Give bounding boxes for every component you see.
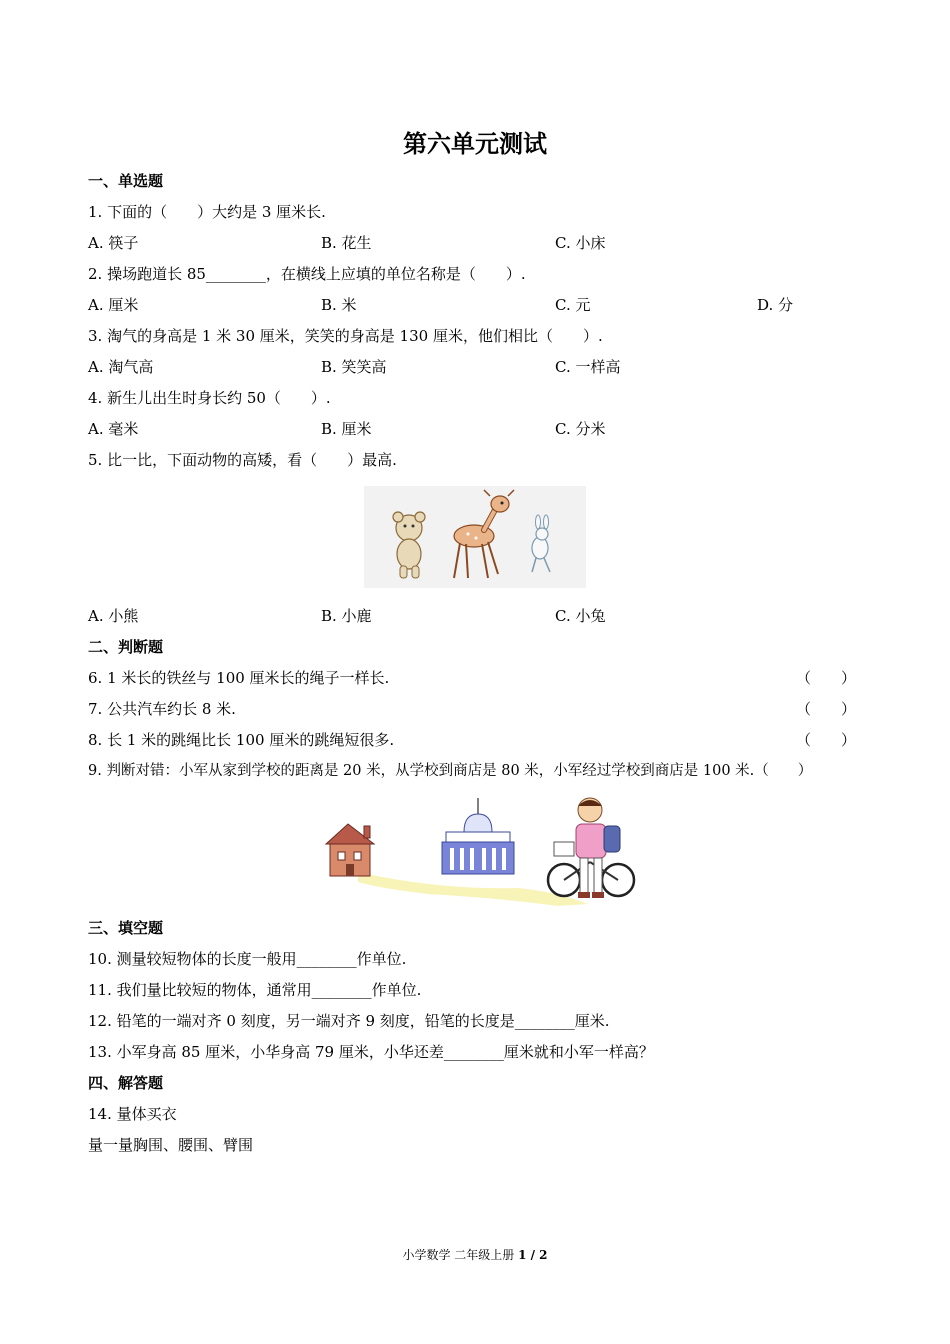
question-13: 13. 小军身高 85 厘米，小华身高 79 厘米，小华还差________厘米就和小军一样高？ <box>88 1043 654 1061</box>
section-heading-single-choice: 一、单选题 <box>88 172 164 190</box>
question-9: 9. 判断对错：小军从家到学校的距离是 20 米，从学校到商店是 80 米，小军经过学校到商店是 100 米.（ ） <box>88 763 813 779</box>
question-14: 14. 量体买衣 <box>88 1105 177 1123</box>
question-14-subtext: 量一量胸围、腰围、臂围 <box>88 1136 254 1154</box>
q4-option-a: A. 毫米 <box>88 420 139 438</box>
q3-option-a: A. 淘气高 <box>88 358 154 376</box>
question-3: 3. 淘气的身高是 1 米 30 厘米，笑笑的身高是 130 厘米，他们相比（ ）. <box>88 327 603 345</box>
q1-option-a: A. 筷子 <box>88 234 139 252</box>
q1-option-b: B. 花生 <box>321 234 372 252</box>
page-number: 1 / 2 <box>518 1248 548 1262</box>
question-6: 6. 1 米长的铁丝与 100 厘米长的绳子一样长. <box>88 669 390 687</box>
q3-option-c: C. 一样高 <box>555 358 621 376</box>
q4-option-c: C. 分米 <box>555 420 606 438</box>
q3-option-b: B. 笑笑高 <box>321 358 387 376</box>
page-title: 第六单元测试 <box>403 130 547 158</box>
deer-illustration <box>454 490 514 578</box>
footer-text: 小学数学 二年级上册 <box>402 1248 519 1262</box>
q8-answer-blank: （ ） <box>796 731 857 749</box>
rabbit-illustration <box>532 515 550 572</box>
school-illustration <box>442 798 514 874</box>
question-10: 10. 测量较短物体的长度一般用________作单位. <box>88 950 407 968</box>
section-heading-true-false: 二、判断题 <box>88 638 164 656</box>
route-figure <box>318 792 638 910</box>
q2-option-a: A. 厘米 <box>88 296 139 314</box>
animals-illustration <box>364 486 586 588</box>
house-illustration <box>326 824 374 876</box>
q2-option-c: C. 元 <box>555 296 591 314</box>
question-7: 7. 公共汽车约长 8 米. <box>88 700 236 718</box>
bear-illustration <box>393 512 425 578</box>
question-1: 1. 下面的（ ）大约是 3 厘米长. <box>88 203 326 221</box>
route-illustration <box>318 792 638 910</box>
q5-option-b: B. 小鹿 <box>321 607 372 625</box>
section-heading-answer: 四、解答题 <box>88 1074 164 1092</box>
q7-answer-blank: （ ） <box>796 700 857 718</box>
section-heading-fill-blank: 三、填空题 <box>88 919 164 937</box>
question-8: 8. 长 1 米的跳绳比长 100 厘米的跳绳短很多. <box>88 731 395 749</box>
q5-option-c: C. 小兔 <box>555 607 606 625</box>
question-4: 4. 新生儿出生时身长约 50（ ）. <box>88 389 331 407</box>
q4-option-b: B. 厘米 <box>321 420 372 438</box>
question-5: 5. 比一比，下面动物的高矮，看（ ）最高. <box>88 451 397 469</box>
question-11: 11. 我们量比较短的物体，通常用________作单位. <box>88 981 422 999</box>
q6-answer-blank: （ ） <box>796 669 857 687</box>
q1-option-c: C. 小床 <box>555 234 606 252</box>
boy-with-bike-illustration <box>548 798 634 898</box>
animals-figure <box>364 486 586 588</box>
question-2: 2. 操场跑道长 85________，在横线上应填的单位名称是（ ）. <box>88 265 526 283</box>
q2-option-d: D. 分 <box>757 296 794 314</box>
page-footer <box>0 1246 950 1263</box>
q2-option-b: B. 米 <box>321 296 357 314</box>
question-12: 12. 铅笔的一端对齐 0 刻度，另一端对齐 9 刻度，铅笔的长度是________厘米. <box>88 1012 610 1030</box>
q5-option-a: A. 小熊 <box>88 607 139 625</box>
